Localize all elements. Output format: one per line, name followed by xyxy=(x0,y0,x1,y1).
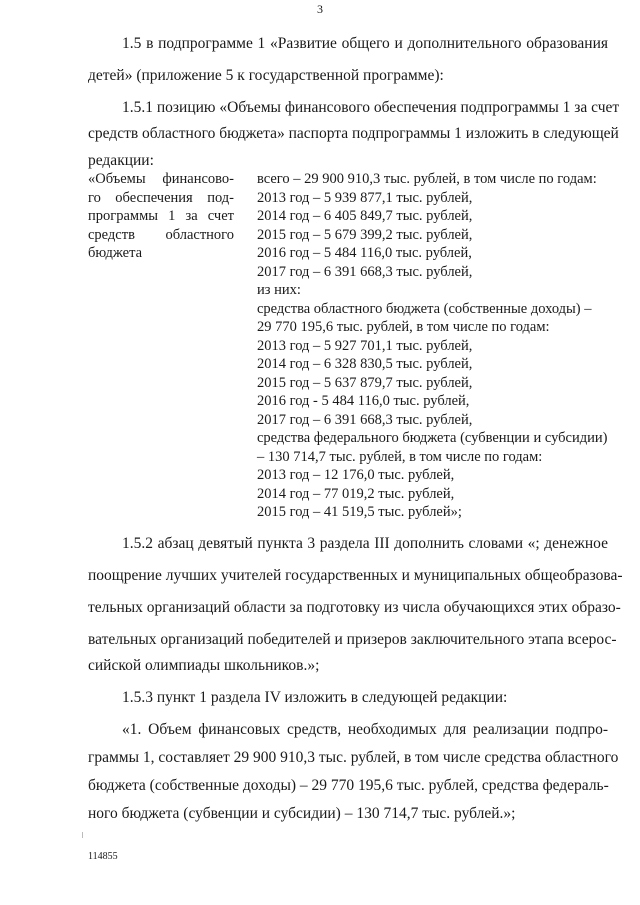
table-value-line: всего – 29 900 910,3 тыс. рублей, в том числе по годам: xyxy=(257,171,597,187)
table-value-line: 2015 год – 41 519,5 тыс. рублей»; xyxy=(257,504,462,520)
paragraph-1-5-2-l2 xyxy=(88,560,623,592)
quote-paragraph-l4 xyxy=(88,798,608,830)
table-label-line: бюджета xyxy=(88,245,143,261)
paragraph-line: «1. Объем финансовых средств, необходимых для реализации подпро- xyxy=(122,721,608,738)
table-value-line: 2013 год – 5 927 701,1 тыс. рублей, xyxy=(257,337,473,354)
paragraph-line: 1.5.3 пункт 1 раздела IV изложить в следующей редакции: xyxy=(122,689,508,706)
table-value-line: 2014 год – 77 019,2 тыс. рублей, xyxy=(257,485,455,502)
table-label-line: программы 1 за счет xyxy=(88,208,234,224)
table-value-line: из них: xyxy=(257,282,301,298)
table-value-line: 2017 год – 6 391 668,3 тыс. рублей, xyxy=(257,411,473,428)
table-label-line: го обеспечения под- xyxy=(88,189,234,206)
table-label-line: средств областного xyxy=(88,226,234,243)
table-value-line: 2015 год – 5 637 879,7 тыс. рублей, xyxy=(257,374,473,391)
table-value-line: 2016 год - 5 484 116,0 тыс. рублей, xyxy=(257,393,470,409)
table-value-line: 2016 год – 5 484 116,0 тыс. рублей, xyxy=(257,245,472,261)
paragraph-line: граммы 1, составляет 29 900 910,3 тыс. рублей, в том числе средства областного xyxy=(88,749,619,766)
paragraph-line: поощрение лучших учителей государственных и муниципальных общеобразова- xyxy=(88,567,623,584)
paragraph-1-5 xyxy=(88,28,608,60)
table-value-line: 2014 год – 6 328 830,5 тыс. рублей, xyxy=(257,356,473,372)
paragraph-1-5-2-l3 xyxy=(88,592,621,624)
page-number: 3 xyxy=(317,2,323,16)
paragraph-line: тельных организаций области за подготовку из числа обучающихся этих образо- xyxy=(88,599,621,616)
paragraph-line: редакции: xyxy=(88,152,154,169)
paragraph-line: сийской олимпиады школьников.»; xyxy=(88,657,320,674)
paragraph-1-5-2 xyxy=(88,528,608,560)
paragraph-1-5-cont xyxy=(88,60,608,92)
paragraph-1-5-2-l5 xyxy=(88,650,608,682)
paragraph-1-5-3 xyxy=(88,682,608,714)
paragraph-line: детей» (приложение 5 к государственной программе): xyxy=(88,67,444,84)
table-value-line: средства федерального бюджета (субвенции и субсидии) xyxy=(257,430,608,446)
table-value-line: 2013 год – 5 939 877,1 тыс. рублей, xyxy=(257,189,473,206)
funding-table-values xyxy=(257,170,627,522)
paragraph-line: средств областного бюджета» паспорта подпрограммы 1 изложить в следующей xyxy=(88,125,619,142)
funding-table-label xyxy=(88,170,234,263)
scan-mark xyxy=(82,832,83,838)
paragraph-line: 1.5.1 позицию «Объемы финансового обеспечения подпрограммы 1 за счет xyxy=(122,99,620,116)
paragraph-line: вательных организаций победителей и призеров заключительного этапа всерос- xyxy=(88,631,617,648)
paragraph-line: 1.5.2 абзац девятый пункта 3 раздела III дополнить словами «; денежное xyxy=(122,535,608,552)
table-value-line: средства областного бюджета (собственные доходы) – xyxy=(257,300,592,317)
paragraph-line: бюджета (собственные доходы) – 29 770 195,6 тыс. рублей, средства федераль- xyxy=(88,777,609,794)
table-value-line: 2017 год – 6 391 668,3 тыс. рублей, xyxy=(257,263,473,280)
paragraph-line: 1.5 в подпрограмме 1 «Развитие общего и дополнительного образования xyxy=(122,35,608,52)
table-value-line: 2014 год – 6 405 849,7 тыс. рублей, xyxy=(257,208,473,224)
table-value-line: 2015 год – 5 679 399,2 тыс. рублей, xyxy=(257,226,473,243)
paragraph-line: ного бюджета (субвенции и субсидии) – 130 714,7 тыс. рублей.»; xyxy=(88,805,516,822)
document-code: 114855 xyxy=(88,851,118,862)
table-value-line: 2013 год – 12 176,0 тыс. рублей, xyxy=(257,467,455,483)
table-value-line: 29 770 195,6 тыс. рублей, в том числе по годам: xyxy=(257,319,550,335)
table-label-line: «Объемы финансово- xyxy=(88,171,234,187)
table-value-line: – 130 714,7 тыс. рублей, в том числе по годам: xyxy=(257,448,543,465)
